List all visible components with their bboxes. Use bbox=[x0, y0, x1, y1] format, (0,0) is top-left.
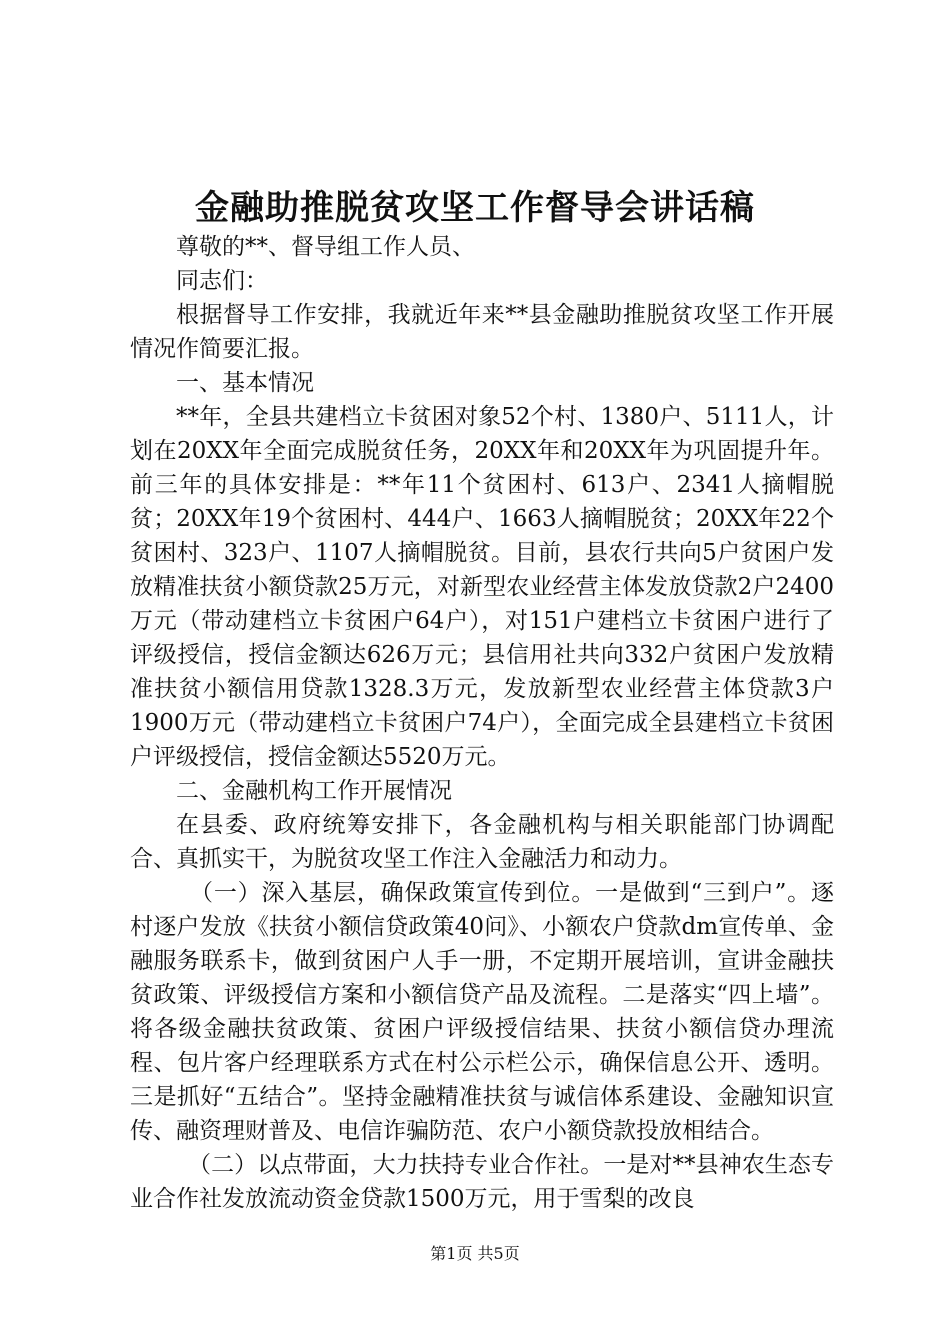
salutation-line-1: 尊敬的**、督导组工作人员、 bbox=[176, 234, 475, 260]
page-footer: 第1页 共5页 bbox=[430, 1244, 520, 1263]
salutation-line-2: 同志们： bbox=[176, 268, 268, 294]
intro-paragraph: 根据督导工作安排，我就近年来**县金融助推脱贫攻坚工作开展情况作简要汇报。 bbox=[130, 302, 834, 362]
basic-situation-paragraph: **年，全县共建档立卡贫困对象52个村、1380户、5111人，计划在20XX年全面完成脱贫任务，20XX年和20XX年为巩固提升年。前三年的具体安排是：**年11个贫困村、613户、2341人摘帽脱贫；20XX年19个贫困村、444户、1663人摘帽脱贫；20XX年22个贫困村、323户、1107人摘帽脱贫。目前，县农行共向5户贫困户发放精准扶贫小额贷款25万元，对新型农业经营主体发放贷款2户2400万元（带动建档立卡贫困户64户），对151户建档立卡贫困户进行了评级授信，授信金额达626万元；县信用社共向332户贫困户发放精准扶贫小额信用贷款1328.3万元，发放新型农业经营主体贷款3户1900万元（带动建档立卡贫困户74户），全面完成全县建档立卡贫困户评级授信，授信金额达5520万元。 bbox=[130, 404, 834, 770]
section-heading-institutions: 二、金融机构工作开展情况 bbox=[176, 778, 452, 804]
document-title: 金融助推脱贫攻坚工作督导会讲话稿 bbox=[195, 188, 755, 228]
institutions-paragraph: 在县委、政府统筹安排下，各金融机构与相关职能部门协调配合、真抓实干，为脱贫攻坚工作注入金融活力和动力。 bbox=[130, 812, 834, 872]
document-body bbox=[130, 230, 834, 1216]
subsection-2-paragraph: （二）以点带面，大力扶持专业合作社。一是对**县神农生态专业合作社发放流动资金贷款1500万元，用于雪梨的改良 bbox=[130, 1152, 834, 1212]
section-heading-basic: 一、基本情况 bbox=[176, 370, 314, 396]
subsection-1-paragraph: （一）深入基层，确保政策宣传到位。一是做到“三到户”。逐村逐户发放《扶贫小额信贷政策40问》、小额农户贷款dm宣传单、金融服务联系卡，做到贫困户人手一册，不定期开展培训，宣讲金融扶贫政策、评级授信方案和小额信贷产品及流程。二是落实“四上墙”。将各级金融扶贫政策、贫困户评级授信结果、扶贫小额信贷办理流程、包片客户经理联系方式在村公示栏公示，确保信息公开、透明。三是抓好“五结合”。坚持金融精准扶贫与诚信体系建设、金融知识宣传、融资理财普及、电信诈骗防范、农户小额贷款投放相结合。 bbox=[130, 880, 834, 1144]
